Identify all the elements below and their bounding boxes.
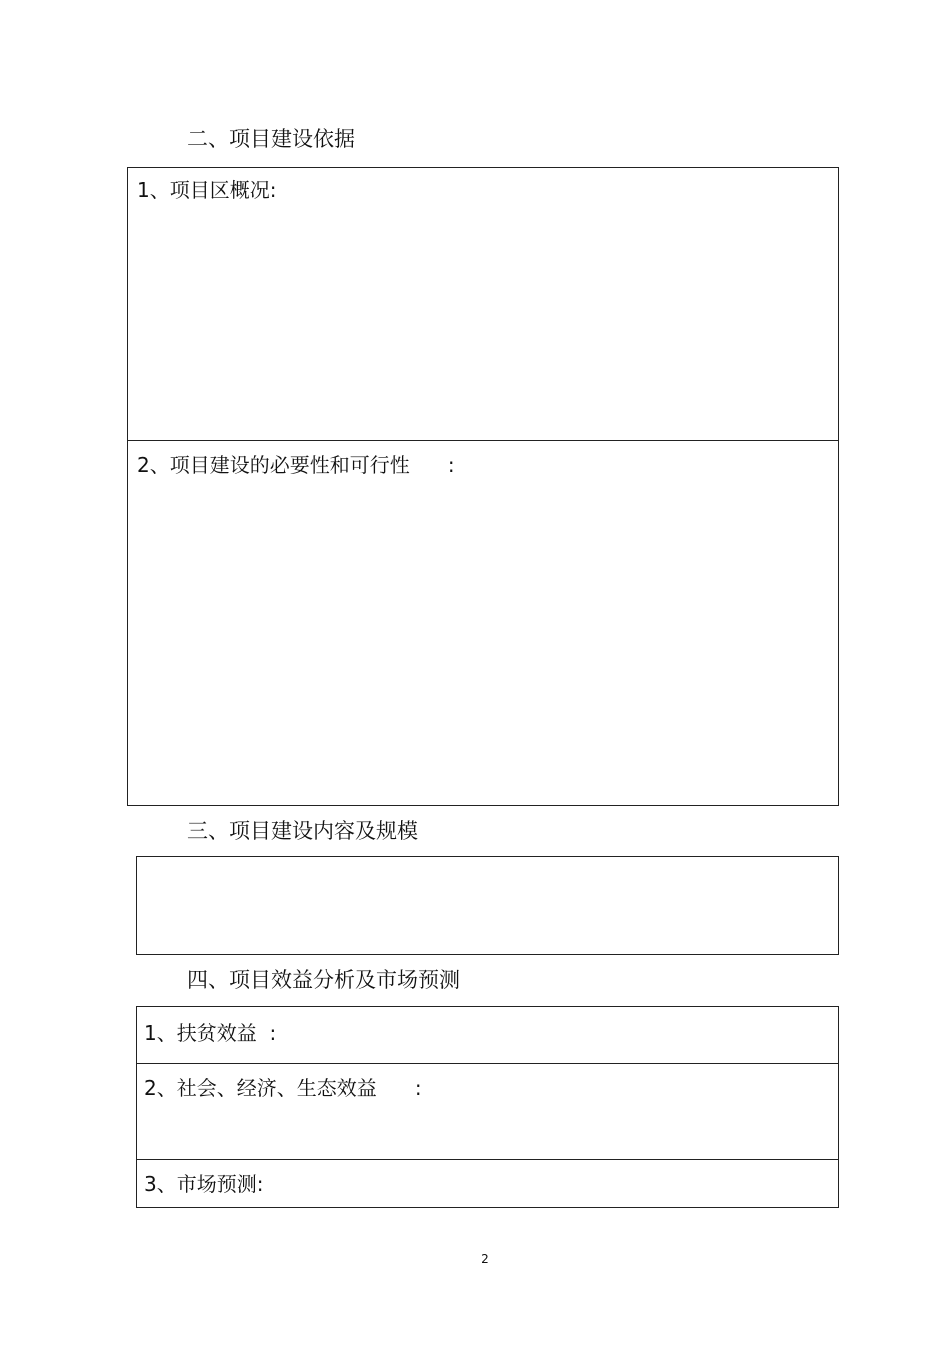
- necessity-feasibility-label: 2、项目建设的必要性和可行性 :: [137, 453, 455, 477]
- social-economic-ecological-cell: [137, 1064, 838, 1160]
- project-area-overview-label: 1、项目区概况:: [137, 178, 277, 202]
- construction-content-cell: [137, 857, 838, 954]
- poverty-alleviation-cell: [137, 1007, 838, 1064]
- section-3-heading: 三、项目建设内容及规模: [187, 819, 418, 843]
- market-forecast-cell: [137, 1160, 838, 1207]
- social-economic-ecological-label: 2、社会、经济、生态效益 :: [144, 1076, 422, 1100]
- section-4-heading: 四、项目效益分析及市场预测: [187, 968, 460, 992]
- section-3-table: [136, 856, 839, 955]
- section-4-table: [136, 1006, 839, 1208]
- project-area-overview-cell: [128, 168, 838, 441]
- section-2-heading: 二、项目建设依据: [187, 127, 355, 151]
- market-forecast-label: 3、市场预测:: [144, 1172, 264, 1196]
- poverty-alleviation-label: 1、扶贫效益 :: [144, 1021, 277, 1045]
- page-number: 2: [481, 1252, 489, 1266]
- section-2-table: [127, 167, 839, 806]
- necessity-feasibility-cell: [128, 441, 838, 805]
